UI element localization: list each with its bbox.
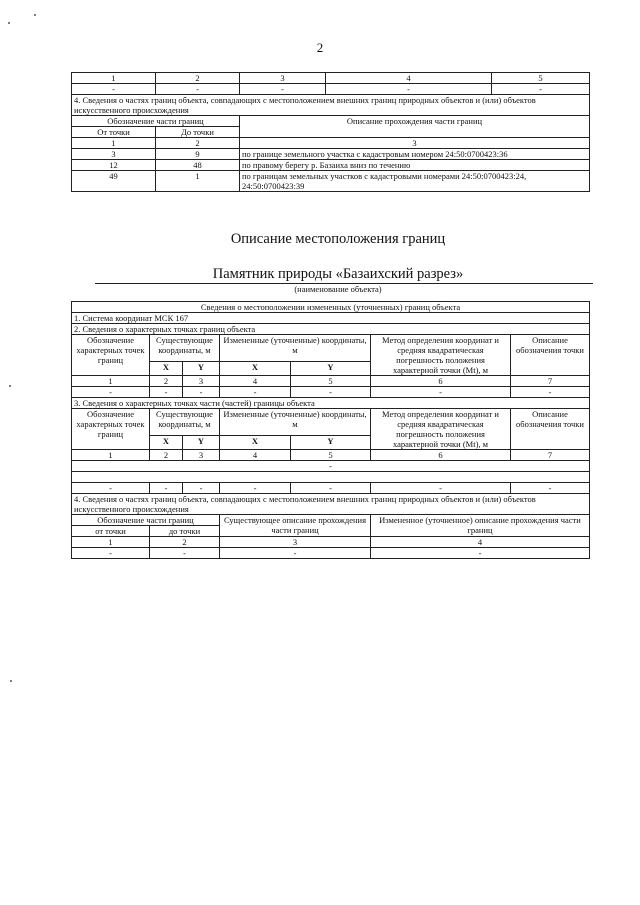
desc-cell: по границе земельного участка с кадастровым номером 24:50:0700423:36 — [240, 149, 590, 160]
existing-description-header: Существующее описание прохождения части границ — [220, 515, 371, 537]
col-num: 3 — [183, 376, 220, 387]
col-num: 4 — [371, 537, 590, 548]
section-heading: Описание местоположения границ — [230, 231, 446, 247]
boundary-parts-table — [71, 72, 590, 192]
dash-cell: - — [156, 84, 240, 95]
to-cell: 9 — [156, 149, 240, 160]
from-point-header: От точки — [72, 127, 156, 138]
changed-coords-header: Измененные (уточненные) координаты, м — [220, 335, 371, 362]
to-cell: 1 — [156, 171, 240, 192]
col-num: 3 — [240, 138, 590, 149]
col-num: 1 — [72, 138, 156, 149]
dash-cell: - — [220, 548, 371, 559]
method-header: Метод определения координат и средняя квадратическая погрешность положения характерной точки (Mt), м — [371, 335, 511, 376]
desc-cell: по правому берегу р. Базаиха вниз по течению — [240, 160, 590, 171]
col-num: 1 — [72, 450, 150, 461]
col-num: 4 — [326, 73, 492, 84]
y-header: Y — [183, 361, 220, 375]
col-num: 2 — [150, 376, 183, 387]
scan-speck — [10, 680, 12, 682]
dash-cell: - — [150, 483, 183, 494]
changed-coords-header: Измененные (уточненные) координаты, м — [220, 409, 371, 436]
part-designation-header: Обозначение части границ — [72, 116, 240, 127]
boundary-location-table — [71, 301, 590, 559]
desc-cell: по границам земельных участков с кадастровыми номерами 24:50:0700423:24, 24:50:0700423:39 — [240, 171, 590, 192]
x-header: X — [150, 435, 183, 449]
x-header: X — [220, 361, 291, 375]
method-header: Метод определения координат и средняя квадратическая погрешность положения характерной точки (Mt), м — [371, 409, 511, 450]
point-designation-header: Обозначение характерных точек границ — [72, 409, 150, 450]
y-header: Y — [291, 361, 371, 375]
dash-cell: - — [371, 387, 511, 398]
table-row — [72, 160, 590, 171]
x-header: X — [150, 361, 183, 375]
dash-cell: - — [291, 483, 371, 494]
object-name-note: (наименование объекта) — [294, 284, 382, 294]
point-description-header: Описание обозначения точки — [511, 409, 590, 450]
dash-cell: - — [511, 387, 590, 398]
dash-cell: - — [72, 548, 150, 559]
section3-title: 3. Сведения о характерных точках части (частей) границы объекта — [72, 398, 590, 409]
col-num: 7 — [511, 450, 590, 461]
col-num: 3 — [183, 450, 220, 461]
col-num: 2 — [150, 537, 220, 548]
dash-cell: - — [371, 483, 511, 494]
dash-cell: - — [72, 483, 150, 494]
table-title: Сведения о местоположении измененных (уточненных) границ объекта — [72, 302, 590, 313]
scan-speck — [34, 14, 36, 16]
section4-title: 4. Сведения о частях границ объекта, совпадающих с местоположением внешних границ природных объектов и (или) объектов искусственного происхождения — [72, 95, 590, 116]
dash-cell: - — [492, 84, 590, 95]
dash-cell: - — [220, 387, 291, 398]
page-number: 2 — [316, 40, 324, 55]
scan-speck — [8, 22, 10, 24]
from-cell: 49 — [72, 171, 156, 192]
dash-cell: - — [183, 387, 220, 398]
col-num: 5 — [492, 73, 590, 84]
col-num: 3 — [220, 537, 371, 548]
dash-cell: - — [72, 84, 156, 95]
col-num: 2 — [156, 138, 240, 149]
empty-row — [72, 472, 590, 483]
col-num: 5 — [291, 376, 371, 387]
dash-cell: - — [240, 84, 326, 95]
existing-coords-header: Существующие координаты, м — [150, 335, 220, 362]
col-num: 1 — [72, 537, 150, 548]
col-num: 6 — [371, 450, 511, 461]
col-num: 1 — [72, 376, 150, 387]
point-description-header: Описание обозначения точки — [511, 335, 590, 376]
dash-cell: - — [183, 483, 220, 494]
col-num: 5 — [291, 450, 371, 461]
dash-cell: - — [511, 483, 590, 494]
description-header: Описание прохождения части границ — [240, 116, 590, 138]
dash-cell: - — [150, 387, 183, 398]
table-row — [72, 149, 590, 160]
coord-system: 1. Система координат МСК 167 — [72, 313, 590, 324]
dash-cell: - — [326, 84, 492, 95]
col-num: 4 — [220, 376, 291, 387]
from-cell: 3 — [72, 149, 156, 160]
dash-cell: - — [371, 548, 590, 559]
point-designation-header: Обозначение характерных точек границ — [72, 335, 150, 376]
header-numbers-row — [72, 73, 590, 84]
dash-cell: - — [220, 483, 291, 494]
col-num: 2 — [156, 73, 240, 84]
dash-cell: - — [72, 461, 590, 472]
y-header: Y — [183, 435, 220, 449]
to-point-header: До точки — [156, 127, 240, 138]
col-num: 3 — [240, 73, 326, 84]
section2-title: 2. Сведения о характерных точках границ объекта — [72, 324, 590, 335]
existing-coords-header: Существующие координаты, м — [150, 409, 220, 436]
col-num: 2 — [150, 450, 183, 461]
section4-title: 4. Сведения о частях границ объекта, совпадающих с местоположением внешних границ природных объектов и (или) объектов искусственного происхождения — [72, 494, 590, 515]
dash-cell: - — [150, 548, 220, 559]
col-num: 7 — [511, 376, 590, 387]
to-cell: 48 — [156, 160, 240, 171]
part-designation-header: Обозначение части границ — [72, 515, 220, 526]
to-point-header: до точки — [150, 526, 220, 537]
col-num: 6 — [371, 376, 511, 387]
dash-row — [72, 84, 590, 95]
x-header: X — [220, 435, 291, 449]
col-num: 4 — [220, 450, 291, 461]
y-header: Y — [291, 435, 371, 449]
changed-description-header: Измененное (уточненное) описание прохождения части границ — [371, 515, 590, 537]
object-name: Памятник природы «Базаихский разрез» — [212, 266, 464, 282]
table-row — [72, 171, 590, 192]
from-cell: 12 — [72, 160, 156, 171]
from-point-header: от точки — [72, 526, 150, 537]
scan-speck — [9, 385, 11, 387]
dash-cell: - — [72, 387, 150, 398]
col-num: 1 — [72, 73, 156, 84]
dash-cell: - — [291, 387, 371, 398]
